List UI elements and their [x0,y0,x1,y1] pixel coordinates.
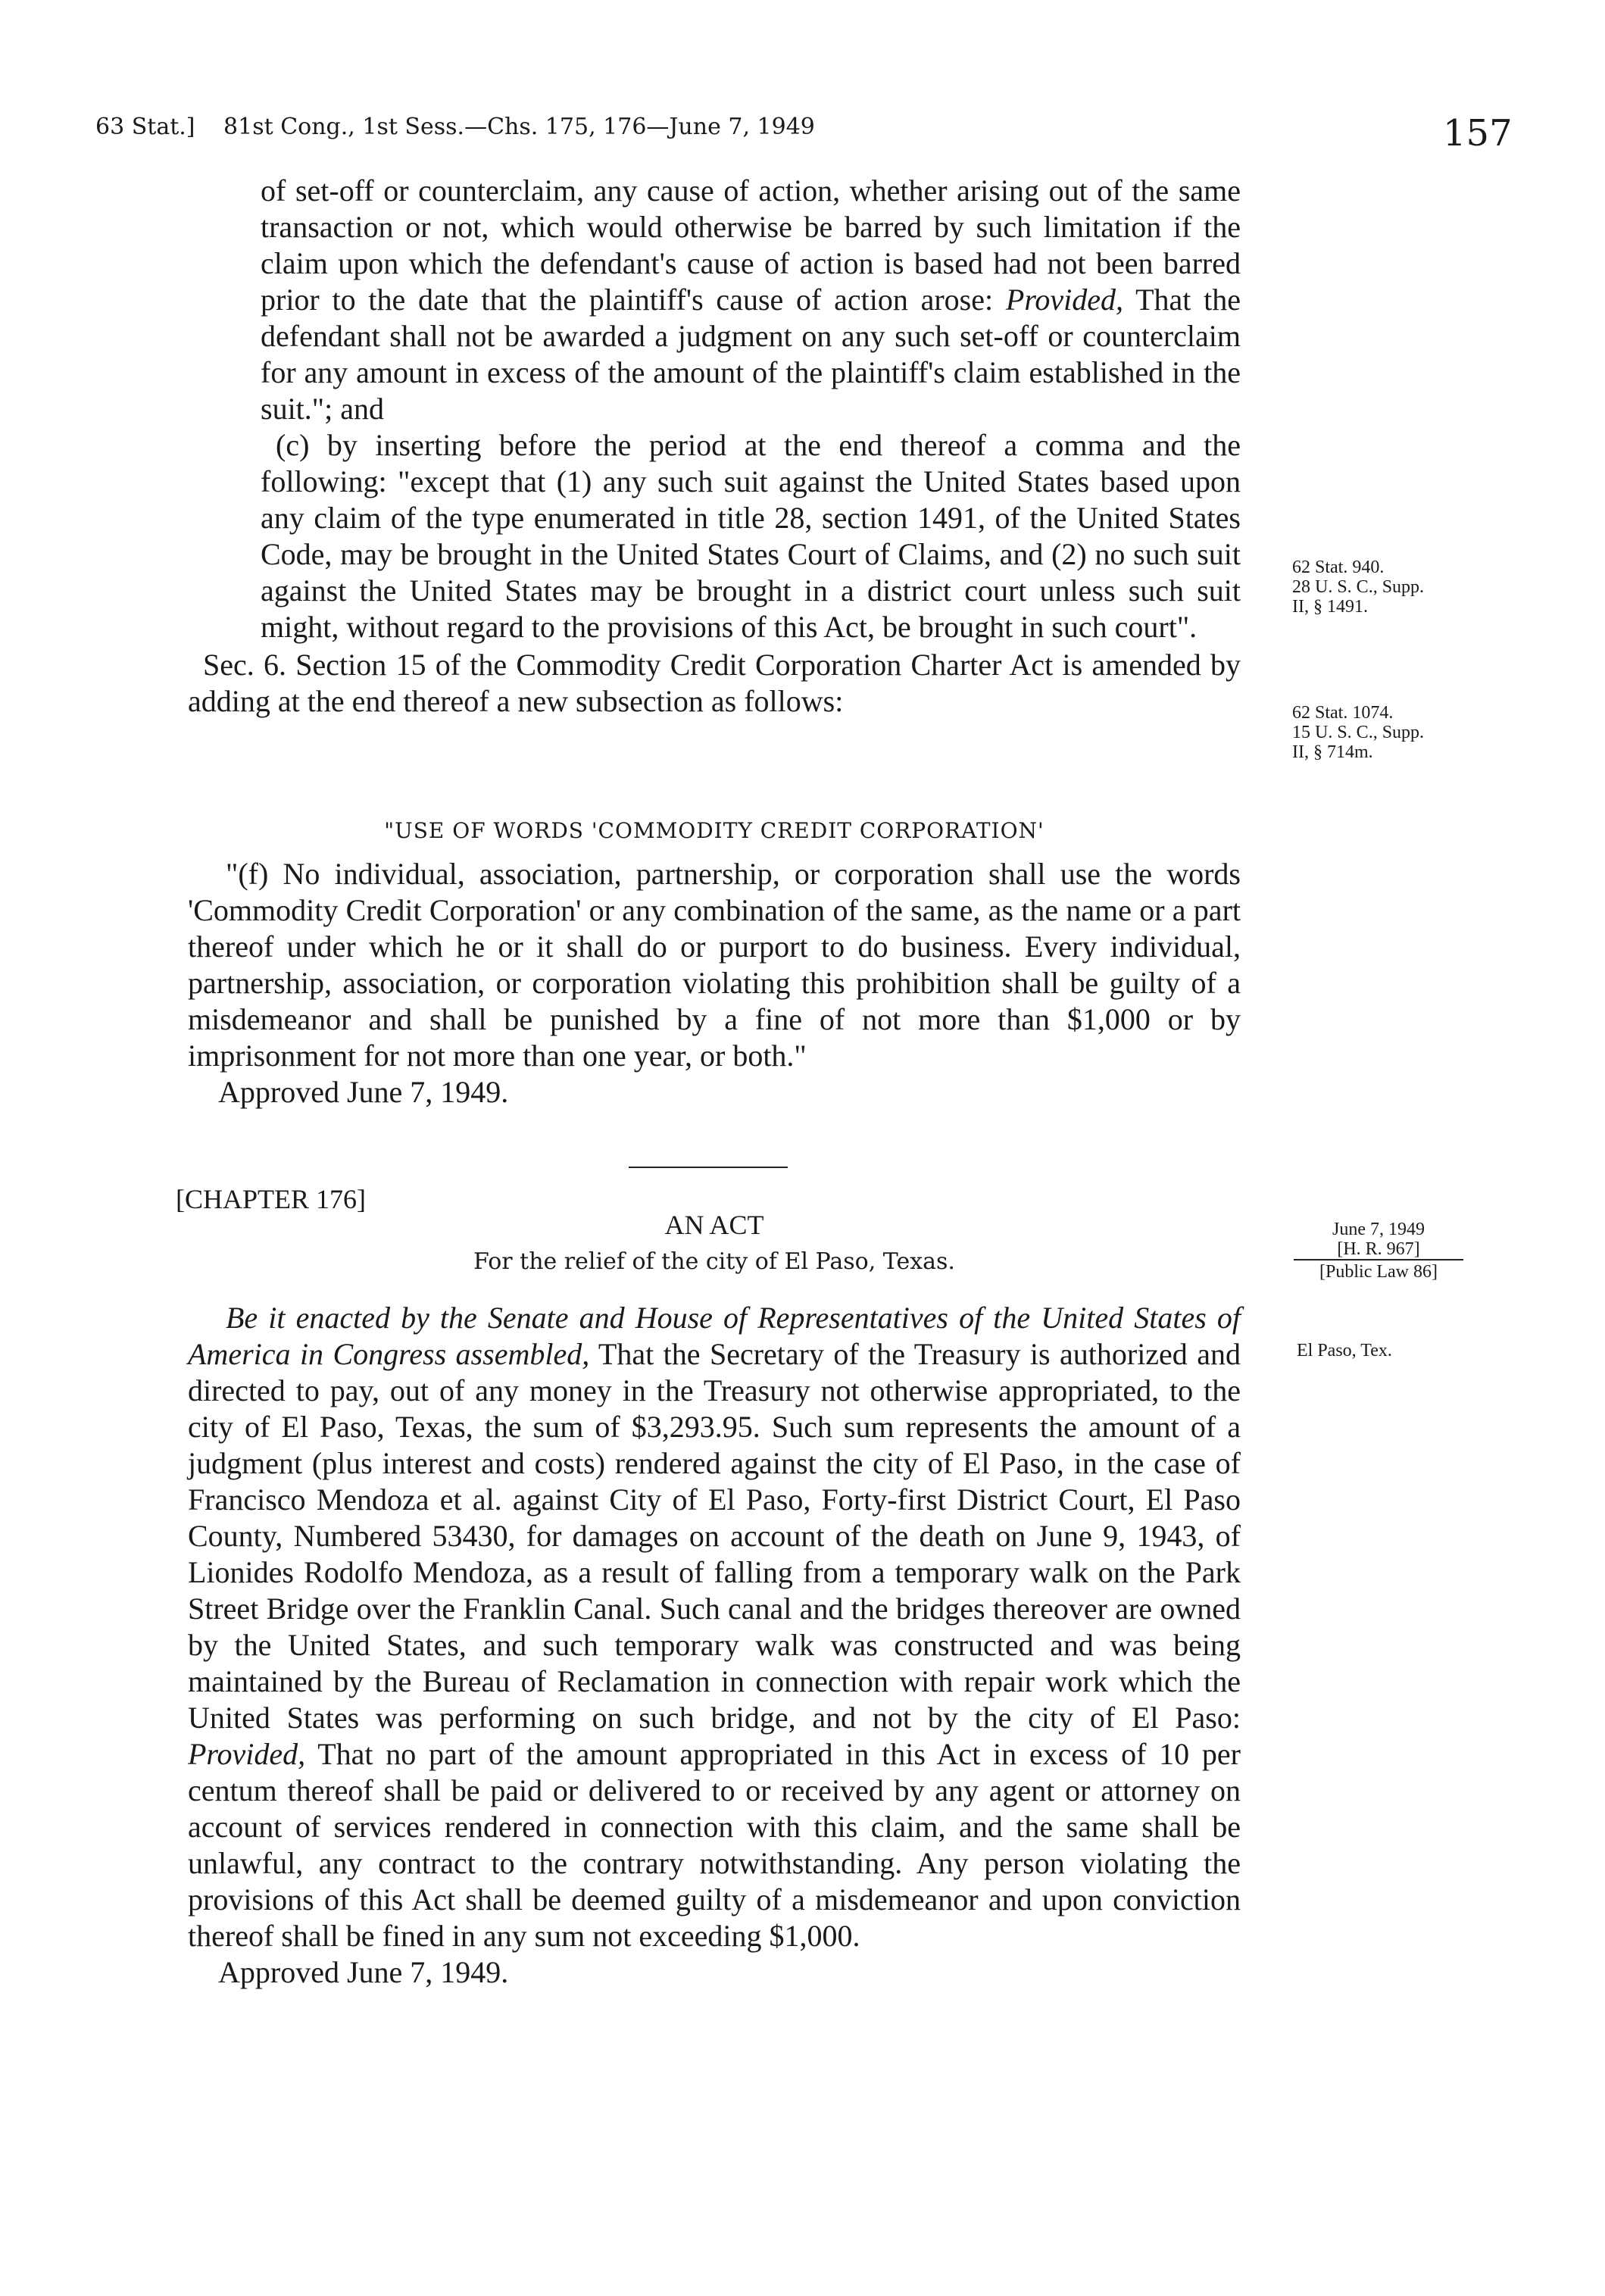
margin-note-2-line-a: 62 Stat. 1074. [1292,703,1394,723]
act-title: AN ACT [664,1210,764,1240]
provided-italic: Provided, [1005,283,1124,317]
provided-italic-2: Provided, [188,1737,306,1771]
enacting-clause: Be it enacted by the Senate and House of Representatives of the United States of America in Congress assembled, [188,1301,1241,1371]
margin-note-2-line-b: 15 U. S. C., Supp. [1292,723,1425,742]
act-subtitle: For the relief of the city of El Paso, Texas. [473,1248,955,1275]
volume-ref: 63 Stat.] [95,114,195,140]
enacting-text-rest: That no part of the amount appropriated in this Act in excess of 10 per centum thereof shall be paid or delivered to or received by any agent or attorney on account of services rendered in connection with this claim, and the same shall be unlawful, any contract to the contrary notwithstanding. Any person violating the provisions of this Act shall be deemed guilty of a misdemeanor and upon conviction thereof shall be fined in any sum not exceeding $1,000. [188,1737,1241,1953]
sec6-paragraph [188,647,1241,720]
divider-rule [629,1167,788,1168]
continuation-text-a: of set-off or counterclaim, any cause of action, whether arising out of the same transaction or not, which would otherwise be barred by such limitation if the claim upon which the defendant's cause of action is based had not been barred prior to the date that the plaintiff's cause of action arose: [261,173,1241,317]
margin-place: El Paso, Tex. [1297,1341,1392,1360]
approved-1: Approved June 7, 1949. [218,1075,509,1109]
sec6-text: Section 15 of the Commodity Credit Corporation Charter Act is amended by adding at the end thereof a new subsection as follows: [188,648,1241,718]
continuation-paragraph [188,173,1241,427]
margin-note-2 [1292,703,1489,762]
subsection-f-text: "(f) No individual, association, partnership, or corporation shall use the words 'Commodity Credit Corporation' or any combination of the same, as the name or a part thereof under which he or it shall do or purport to do business. Every individual, partnership, association, or corporation violating this prohibition shall be guilty of a misdemeanor and shall be punished by a fine of not more than $1,000 or by imprisonment for not more than one year, or both." [188,857,1241,1073]
subsection-heading: "USE OF WORDS 'COMMODITY CREDIT CORPORATION' [384,818,1044,843]
margin-bill: [H. R. 967] [1337,1239,1420,1259]
margin-note-2-line-c: II, § 714m. [1292,742,1373,762]
approved-2: Approved June 7, 1949. [218,1955,509,1989]
page-number: 157 [1443,112,1513,155]
margin-note-1-line-c: II, § 1491. [1292,597,1368,617]
chapter-label: [CHAPTER 176] [176,1184,366,1214]
margin-date: June 7, 1949 [1332,1220,1425,1239]
running-header [95,114,836,140]
margin-note-1-line-a: 62 Stat. 940. [1292,558,1385,577]
subsection-f [188,856,1241,1111]
margin-public-law: [Public Law 86] [1294,1259,1463,1282]
enacting-paragraph [188,1300,1241,1954]
paragraph-c: (c) by inserting before the period at the end thereof a comma and the following: "except that (1) any such suit against the United States based upon any claim of the type enumerated in title 28, section 1491, of the United States Code, may be brought in the United States Court of Claims, and (2) no such suit against the United States may be brought in a district court unless such suit might, without regard to the provisions of this Act, be brought in such court". [261,428,1241,644]
enacting-text: That the Secretary of the Treasury is authorized and directed to pay, out of any money in the Treasury not otherwise appropriated, to the city of El Paso, Texas, the sum of $3,293.95. Such sum represents the amount of a judgment (plus interest and costs) rendered against the city of El Paso, in the case of Francisco Mendoza et al. against City of El Paso, Forty-first District Court, El Paso County, Numbered 53430, for damages on account of the death on June 9, 1943, of Lionides Rodolfo Mendoza, as a result of falling from a temporary walk on the Park Street Bridge over the Franklin Canal. Such canal and the bridges thereover are owned by the United States, and such temporary walk was constructed and was being maintained by the Bureau of Reclamation in connection with repair work which the United States was performing on such bridge, and not by the city of El Paso: [188,1337,1241,1735]
chapter176-body [188,1300,1241,1991]
session-ref: 81st Cong., 1st Sess.—Chs. 175, 176—June 7, 1949 [223,114,815,140]
margin-note-1-line-b: 28 U. S. C., Supp. [1292,577,1425,597]
sec6-label: Sec. 6. [203,648,286,682]
continuation-text [188,173,1241,720]
margin-date-block [1294,1220,1463,1282]
margin-note-1 [1292,558,1489,617]
continuation-text-b: That the defendant shall not be awarded a judgment on any such set-off or counterclaim for any amount in excess of the amount of the plaintiff's claim established in the suit."; and [261,283,1241,426]
